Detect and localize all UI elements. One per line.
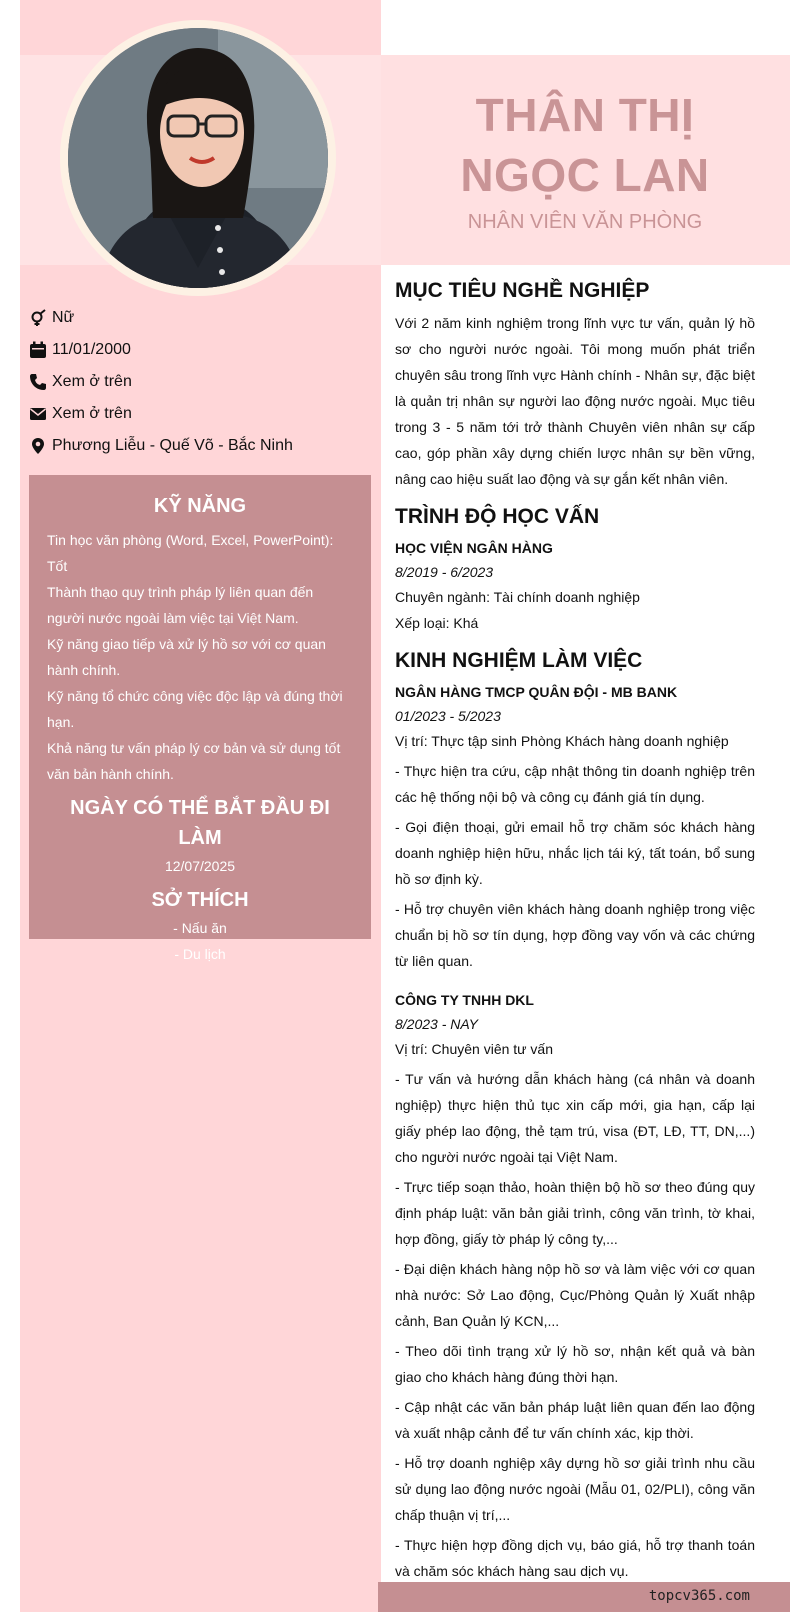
skills-title: KỸ NĂNG [153,495,247,517]
contact-email [28,398,368,430]
contact-birthday-text: 11/01/2000 [52,341,131,358]
avatar [68,28,328,288]
job-duty: - Theo dõi tình trạng xử lý hồ sơ, nhận kết quả và bàn giao cho khách hàng đúng thời hạn. [395,1343,755,1385]
portrait-photo [68,28,328,288]
start-date-value: 12/07/2025 [164,858,236,874]
job-period: 8/2023 - NAY [395,1016,479,1032]
education-period: 8/2019 - 6/2023 [395,564,494,580]
objective-title: MỤC TIÊU NGHỀ NGHIỆP [395,279,650,302]
contact-phone-text: Xem ở trên [52,373,132,390]
contact-address [28,430,368,462]
calendar-icon [28,340,48,360]
envelope-icon [28,404,48,424]
job-duty: - Hỗ trợ chuyên viên khách hàng doanh nghiệp trong việc chuẩn bị hồ sơ tín dụng, hợp đồng vay vốn và các chứng từ liên quan. [395,901,755,969]
job-period: 01/2023 - 5/2023 [395,708,501,724]
hobby-item: - Du lịch [174,946,226,962]
candidate-position: NHÂN VIÊN VĂN PHÒNG [467,211,703,233]
job-company: NGÂN HÀNG TMCP QUÂN ĐỘI - MB BANK [395,684,678,700]
job-duty: - Đại diện khách hàng nộp hồ sơ và làm việc với cơ quan nhà nước: Sở Lao động, Cục/Phòng Quản lý Xuất nhập cảnh, Ban Quản lý KCN,... [395,1261,755,1329]
start-date-title: NGÀY CÓ THỂ BẮT ĐẦU ĐI LÀM [70,797,330,849]
header-text [400,85,770,234]
candidate-name: THÂN THỊ NGỌC LAN [460,89,710,201]
hobbies-title: SỞ THÍCH [151,889,249,911]
skill-item: Khả năng tư vấn pháp lý cơ bản và sử dụng tốt văn bản hành chính. [47,740,341,782]
job-role: Vị trí: Thực tập sinh Phòng Khách hàng doanh nghiệp [395,733,729,749]
contact-gender-text: Nữ [52,309,75,326]
job-duty: - Thực hiện hợp đồng dịch vụ, báo giá, hỗ trợ thanh toán và chăm sóc khách hàng sau dịch vụ. [395,1537,755,1579]
contact-phone [28,366,368,398]
job-duty: - Trực tiếp soạn thảo, hoàn thiện bộ hồ sơ theo đúng quy định pháp luật: văn bản giải trình, công văn trình, tờ khai, hợp đồng, giấy tờ pháp lý công ty,... [395,1179,755,1247]
gender-icon [28,308,48,328]
job-company: CÔNG TY TNHH DKL [395,992,534,1008]
experience-title: KINH NGHIỆM LÀM VIỆC [395,649,643,672]
skill-item: Kỹ năng giao tiếp và xử lý hồ sơ với cơ quan hành chính. [47,636,326,678]
skill-item: Thành thạo quy trình pháp lý liên quan đến người nước ngoài làm việc tại Việt Nam. [47,584,314,626]
objective-text: Với 2 năm kinh nghiệm trong lĩnh vực tư vấn, quản lý hồ sơ cho người nước ngoài. Tôi mong muốn phát triển chuyên sâu trong lĩnh vực Hành chính - Nhân sự, đặc biệt là quản trị nhân sự người lao động nước ngoài. Mục tiêu trong 3 - 5 năm tới trở thành Chuyên viên nhân sự cấp cao, góp phần xây dựng chiến lược nhân sự bền vững, nâng cao hiệu suất lao động và sự gắn kết nhân viên. [395,315,755,487]
skill-item: Tin học văn phòng (Word, Excel, PowerPoint): Tốt [47,532,334,574]
education-title: TRÌNH ĐỘ HỌC VẤN [395,505,600,528]
job-entry [395,680,755,974]
job-duty: - Gọi điện thoại, gửi email hỗ trợ chăm sóc khách hàng doanh nghiệp hiện hữu, nhắc lịch tái ký, tất toán, bổ sung hồ sơ định kỳ. [395,819,755,887]
contact-gender [28,302,368,334]
skills-list [47,527,353,787]
education-grade: Xếp loại: Khá [395,615,479,631]
job-duty: - Thực hiện tra cứu, cập nhật thông tin doanh nghiệp trên các hệ thống nội bộ và công cụ đánh giá tín dụng. [395,763,755,805]
location-icon [28,436,48,456]
job-role: Vị trí: Chuyên viên tư vấn [395,1041,553,1057]
contact-email-text: Xem ở trên [52,405,132,422]
phone-icon [28,372,48,392]
contact-address-text: Phương Liễu - Quế Võ - Bắc Ninh [52,437,293,454]
contact-list [28,302,368,462]
education-school: HỌC VIỆN NGÂN HÀNG [395,540,553,556]
job-entry [395,988,755,1584]
contact-birthday [28,334,368,366]
main-column [395,276,755,1584]
sidebar-panel [29,475,371,962]
job-duty: - Cập nhật các văn bản pháp luật liên quan đến lao động và xuất nhập cảnh để tư vấn chính xác, kịp thời. [395,1399,755,1441]
footer-brand: topcv365.com [648,1588,750,1604]
job-duty: - Tư vấn và hướng dẫn khách hàng (cá nhân và doanh nghiệp) thực hiện thủ tục xin cấp mới, gia hạn, cấp lại giấy phép lao động, thẻ tạm trú, visa (ĐT, LĐ, TT, DN,...) cho người nước ngoài tại Việt Nam. [395,1071,755,1165]
skill-item: Kỹ năng tổ chức công việc độc lập và đúng thời hạn. [47,688,343,730]
footer-bar [378,1582,790,1612]
job-duty: - Hỗ trợ doanh nghiệp xây dựng hồ sơ giải trình nhu cầu sử dụng lao động nước ngoài (Mẫu 01, 02/PLI), công văn chấp thuận vị trí,... [395,1455,755,1523]
education-major: Chuyên ngành: Tài chính doanh nghiệp [395,589,640,605]
hobby-item: - Nấu ăn [173,920,227,936]
